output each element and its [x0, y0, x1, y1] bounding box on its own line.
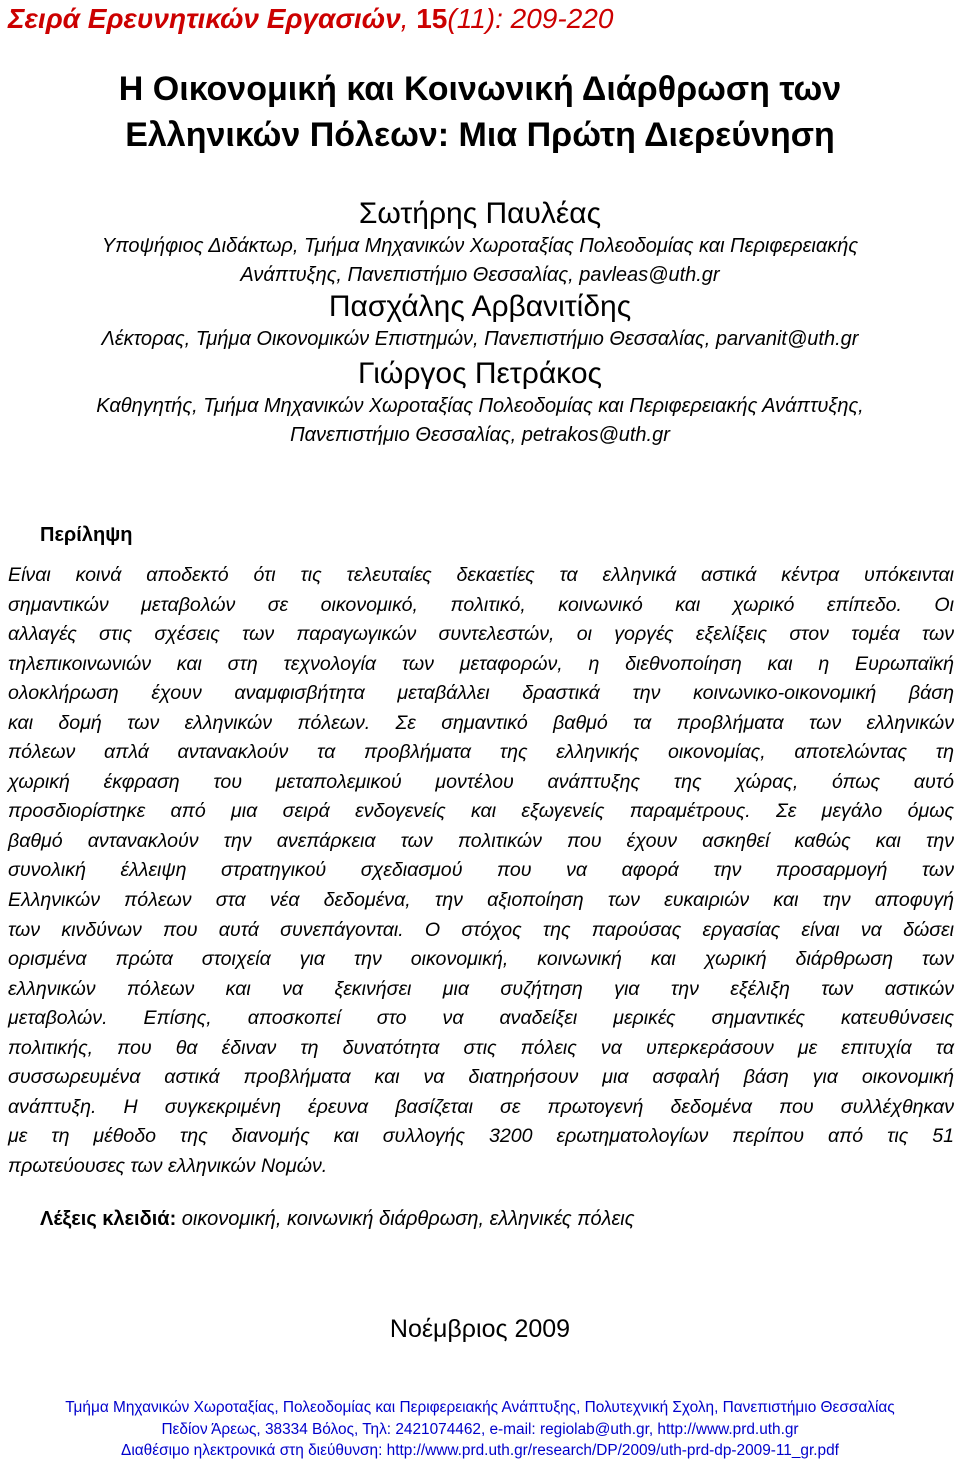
abstract-line: πόλεων απλά αντανακλούν τα προβλήματα της ελληνικής οικονομίας, αποτελώντας τη: [8, 741, 954, 764]
abstract-line: τηλεπικοινωνιών και στη τεχνολογία των μεταφορών, η διεθνοποίηση και η Ευρωπαϊκή: [8, 652, 954, 675]
footer-contact-line: Πεδίον Άρεως, 38334 Βόλος, Τηλ: 2421074462, e-mail: regiolab@uth.gr, http://www.prd.uth.gr: [161, 1420, 799, 1438]
abstract-heading: Περίληψη: [40, 524, 133, 546]
abstract-line: των κινδύνων που αυτά συνεπάγονται. Ο στόχος της παρούσας εργασίας είναι να δώσει: [8, 918, 954, 941]
abstract-line: ανάπτυξη. Η συγκεκριμένη έρευνα βασίζεται σε πρωτογενή δεδομένα που συλλέχθηκαν: [8, 1095, 954, 1118]
abstract-line: χωρική έκφραση του μεταπολεμικού μοντέλου ανάπτυξης της χώρας, όπως αυτό: [8, 770, 954, 793]
footer: [0, 1397, 960, 1462]
author-name: Σωτήρης Παυλέας: [358, 197, 602, 230]
abstract-line: πολιτικής, που θα έδιναν τη δυνατότητα στις πόλεις να υπερκεράσουν με επιτυχία τα: [8, 1036, 954, 1059]
author-affiliation: Πανεπιστήμιο Θεσσαλίας, petrakos@uth.gr: [290, 424, 670, 446]
abstract-body: [8, 561, 954, 1181]
abstract-line: πρωτεύουσες των ελληνικών Νομών.: [8, 1154, 328, 1177]
abstract-line: προσδιορίστηκε από μια σειρά ενδογενείς και εξωγενείς παραμέτρους. Σε μεγάλο όμως: [8, 800, 954, 823]
paper-title-line-1: Η Οικονομική και Κοινωνική Διάρθρωση των: [118, 70, 842, 108]
keywords-text: οικονομική, κοινωνική διάρθρωση, ελληνικές πόλεις: [176, 1208, 635, 1230]
abstract-line: Είναι κοινά αποδεκτό ότι τις τελευταίες δεκαετίες τα ελληνικά αστικά κέντρα υπόκεινται: [8, 564, 954, 586]
abstract-line: με τη μέθοδο της διανομής και συλλογής 3200 ερωτηματολογίων περίπου από τις 51: [8, 1125, 954, 1148]
abstract-line: σημαντικών μεταβολών σε οικονομικό, πολιτικό, κοινωνικό και χωρικό επίπεδο. Οι: [8, 593, 954, 616]
series-name: Σειρά Ερευνητικών Εργασιών: [8, 3, 401, 34]
author-block-1: [0, 196, 960, 290]
abstract-line: μεταβολών. Επίσης, αποσκοπεί στο να αναδείξει μερικές σημαντικές κατευθύνσεις: [8, 1007, 954, 1030]
author-affiliation: Καθηγητής, Τμήμα Μηχανικών Χωροταξίας Πολεοδομίας και Περιφερειακής Ανάπτυξης,: [96, 395, 864, 417]
series-issue-pages: (11): 209-220: [447, 3, 614, 34]
abstract-line: συσσωρευμένα αστικά προβλήματα και να διατηρήσουν μια ασφαλή βάση για οικονομική: [8, 1066, 954, 1089]
series-separator: ,: [400, 3, 417, 34]
publication-date: Νοέμβριος 2009: [389, 1315, 571, 1343]
abstract-line: ελληνικών πόλεων και να ξεκινήσει μια συζήτηση για την εξέλιξη των αστικών: [8, 977, 954, 1000]
author-affiliation: Λέκτορας, Τμήμα Οικονομικών Επιστημών, Πανεπιστήμιο Θεσσαλίας, parvanit@uth.gr: [101, 328, 859, 350]
author-affiliation: Ανάπτυξης, Πανεπιστήμιο Θεσσαλίας, pavleas@uth.gr: [240, 264, 720, 286]
paper-title: [0, 66, 960, 158]
author-name: Πασχάλης Αρβανιτίδης: [328, 290, 632, 323]
footer-availability-link[interactable]: Διαθέσιμο ηλεκτρονικά στη διεύθυνση: http://www.prd.uth.gr/research/DP/2009/uth-prd-dp-2009-11_gr.pdf: [121, 1442, 839, 1459]
abstract-line: βαθμό αντανακλούν την ανεπάρκεια των πολιτικών που έχουν ασκηθεί καθώς και την: [8, 829, 954, 852]
paper-title-line-2: Ελληνικών Πόλεων: Μια Πρώτη Διερεύνηση: [125, 116, 835, 154]
abstract-line: και δομή των ελληνικών πόλεων. Σε σημαντικό βαθμό τα προβλήματα των ελληνικών: [8, 711, 954, 734]
abstract-line: αλλαγές στις σχέσεις των παραγωγικών συντελεστών, οι γοργές εξελίξεις στον τομέα των: [8, 623, 954, 646]
series-volume: 15: [416, 3, 448, 34]
abstract-line: συνολική έλλειψη στρατηγικού σχεδιασμού που να αφορά την προσαρμογή των: [8, 859, 954, 882]
author-name: Γιώργος Πετράκος: [358, 357, 602, 390]
keywords: [40, 1205, 634, 1233]
footer-department-line: Τμήμα Μηχανικών Χωροταξίας, Πολεοδομίας και Περιφερειακής Ανάπτυξης, Πολυτεχνική Σχολη, Πανεπιστήμιο Θεσσαλίας: [65, 1399, 895, 1416]
abstract-line: ορισμένα πρώτα στοιχεία για την οικονομική, κοινωνική και χωρική διάρθρωση των: [8, 948, 954, 971]
author-block-3: [0, 356, 960, 450]
author-block-2: [0, 289, 960, 354]
keywords-label: Λέξεις κλειδιά:: [40, 1208, 177, 1230]
author-affiliation: Υποψήφιος Διδάκτωρ, Τμήμα Μηχανικών Χωροταξίας Πολεοδομίας και Περιφερειακής: [101, 235, 859, 257]
abstract-line: Ελληνικών πόλεων στα νέα δεδομένα, την αξιοποίηση των ευκαιριών και την αποφυγή: [8, 889, 954, 912]
abstract-line: ολοκλήρωση έχουν αναμφισβήτητα μεταβάλλει δραστικά την κοινωνικο-οικονομική βάση: [8, 682, 954, 705]
journal-series-header: [8, 2, 613, 36]
